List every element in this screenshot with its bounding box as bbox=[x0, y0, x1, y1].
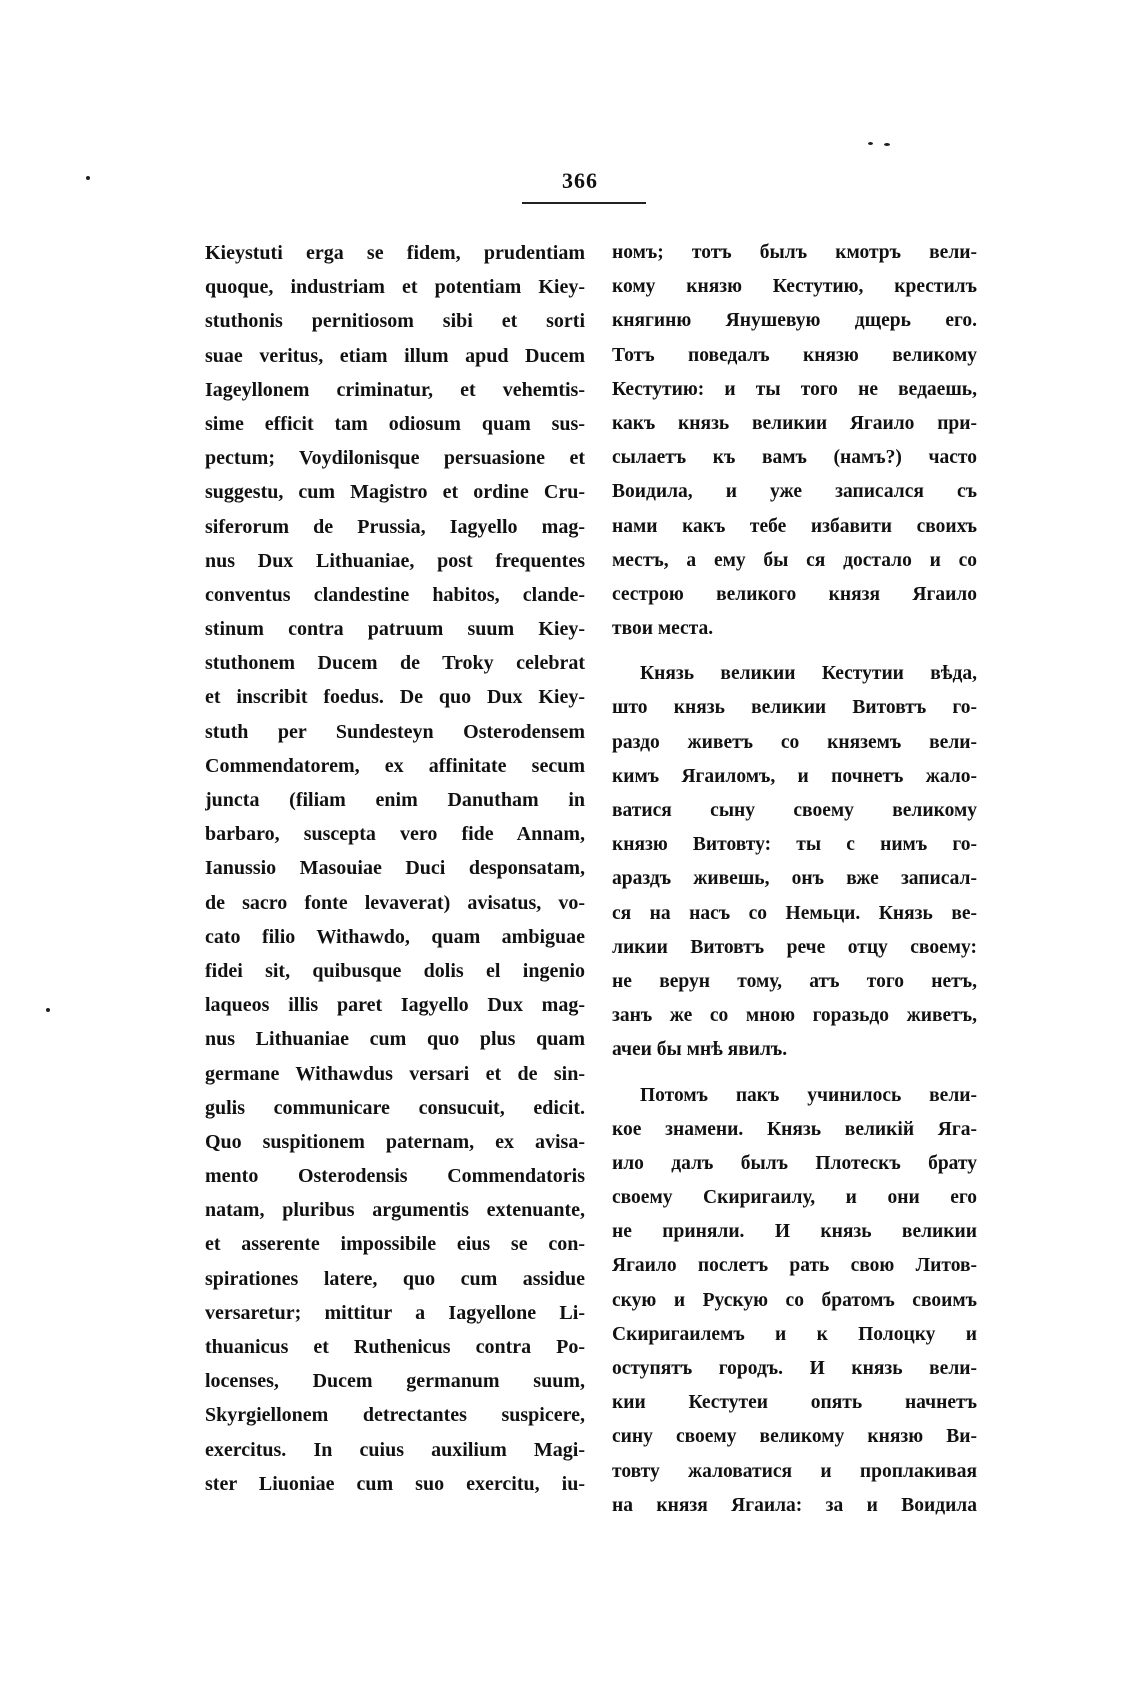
russian-line: ило далъ былъ Плотескъ брату bbox=[612, 1152, 977, 1174]
russian-line: номъ; тотъ былъ кмотръ вели- bbox=[612, 242, 977, 263]
russian-line: Воидила, и уже записался съ bbox=[612, 481, 977, 503]
russian-line: скую и Рускую со братомъ своимъ bbox=[612, 1289, 977, 1311]
latin-line: thuanicus et Ruthenicus contra Po- bbox=[205, 1336, 585, 1358]
latin-line: germane Withawdus versari et de sin- bbox=[205, 1062, 585, 1085]
page-number-rule bbox=[522, 202, 646, 204]
page-number: 366 bbox=[562, 168, 598, 193]
latin-line: suae veritus, etiam illum apud Ducem bbox=[205, 344, 585, 367]
latin-line: cato filio Withawdo, quam ambiguae bbox=[205, 925, 585, 948]
russian-column bbox=[612, 236, 977, 1523]
latin-line: locenses, Ducem germanum suum, bbox=[205, 1370, 585, 1393]
russian-line: товту жаловатися и проплакивая bbox=[612, 1460, 977, 1482]
russian-line: ватися сыну своему великому bbox=[612, 800, 977, 821]
russian-paragraph-2 bbox=[612, 657, 977, 1067]
scan-speck bbox=[46, 1008, 50, 1012]
russian-line: на князя Ягаила: за и Воидила bbox=[612, 1494, 977, 1516]
latin-line: laqueos illis paret Iagyello Dux mag- bbox=[205, 994, 585, 1017]
russian-line: князю Витовту: ты с нимъ го- bbox=[612, 834, 977, 856]
russian-line: сылаетъ къ вамъ (намъ?) часто bbox=[612, 447, 977, 469]
russian-line: оступятъ городъ. И князь вели- bbox=[612, 1358, 977, 1379]
latin-line: quoque, industriam et potentiam Kiey- bbox=[205, 276, 585, 299]
russian-line: княгиню Янушевую дщерь его. bbox=[612, 310, 977, 332]
russian-line: не приняли. И князь великии bbox=[612, 1221, 977, 1243]
russian-line: кое знамени. Князь великій Яга- bbox=[612, 1118, 977, 1140]
paragraph-gap bbox=[612, 1068, 977, 1079]
latin-line: siferorum de Prussia, Iagyello mag- bbox=[205, 515, 585, 538]
russian-paragraph-1 bbox=[612, 236, 977, 646]
latin-line: Skyrgiellonem detrectantes suspicere, bbox=[205, 1404, 585, 1427]
latin-line: juncta (filiam enim Danutham in bbox=[205, 789, 585, 811]
latin-line: de sacro fonte levaverat) avisatus, vo- bbox=[205, 891, 585, 914]
latin-line: et inscribit foedus. De quo Dux Kiey- bbox=[205, 686, 585, 709]
latin-line: pectum; Voydilonisque persuasione et bbox=[205, 447, 585, 470]
paragraph-gap bbox=[612, 646, 977, 657]
russian-line: Скиригаилемъ и к Полоцку и bbox=[612, 1323, 977, 1345]
latin-line: barbaro, suscepta vero fide Annam, bbox=[205, 823, 585, 846]
russian-line: што князь великии Витовтъ го- bbox=[612, 697, 977, 719]
latin-line: ster Liuoniae cum suo exercitu, iu- bbox=[205, 1472, 585, 1495]
russian-line: какъ князь великии Ягаило при- bbox=[612, 412, 977, 434]
latin-line: natam, pluribus argumentis extenuante, bbox=[205, 1199, 585, 1222]
latin-line: versaretur; mittitur a Iagyellone Li- bbox=[205, 1301, 585, 1324]
latin-line: stuthonem Ducem de Troky celebrat bbox=[205, 652, 585, 675]
russian-line: кии Кестутеи опять начнетъ bbox=[612, 1392, 977, 1414]
russian-line: ликии Витовтъ рече отцу своему: bbox=[612, 936, 977, 958]
russian-line: твои места. bbox=[612, 618, 714, 640]
russian-line: не верун тому, атъ того нетъ, bbox=[612, 970, 977, 992]
latin-line: stuthonis pernitiosom sibi et sorti bbox=[205, 310, 585, 333]
scan-speck bbox=[86, 176, 90, 180]
russian-line: сестрою великого князя Ягаило bbox=[612, 583, 977, 605]
latin-line: et asserente impossibile eius se con- bbox=[205, 1233, 585, 1256]
russian-paragraph-3 bbox=[612, 1079, 977, 1523]
russian-line: ачеи бы мнѣ явилъ. bbox=[612, 1039, 788, 1061]
latin-line: suggestu, cum Magistro et ordine Cru- bbox=[205, 481, 585, 504]
latin-line: spirationes latere, quo cum assidue bbox=[205, 1267, 585, 1290]
latin-line: Kieystuti erga se fidem, prudentiam bbox=[205, 242, 585, 264]
russian-line: Князь великии Кестутии вѣда, bbox=[640, 663, 977, 685]
russian-line: сину своему великому князю Ви- bbox=[612, 1426, 977, 1448]
russian-line: своему Скиригаилу, и они его bbox=[612, 1187, 977, 1209]
latin-line: exercitus. In cuius auxilium Magi- bbox=[205, 1438, 585, 1461]
latin-line: nus Dux Lithuaniae, post frequentes bbox=[205, 549, 585, 572]
russian-line: раздо живетъ со княземъ вели- bbox=[612, 731, 977, 753]
latin-line: Quo suspitionem paternam, ex avisa- bbox=[205, 1130, 585, 1153]
russian-line: нами какъ тебе избавити своихъ bbox=[612, 515, 977, 537]
latin-line: Commendatorem, ex affinitate secum bbox=[205, 754, 585, 777]
latin-line: conventus clandestine habitos, clande- bbox=[205, 583, 585, 606]
russian-line: Тотъ поведалъ князю великому bbox=[612, 344, 977, 366]
russian-line: кому князю Кестутию, крестилъ bbox=[612, 276, 977, 298]
latin-column bbox=[205, 236, 585, 1501]
latin-line: nus Lithuaniae cum quo plus quam bbox=[205, 1028, 585, 1051]
scan-speck bbox=[884, 143, 890, 146]
scan-speck bbox=[868, 142, 873, 145]
latin-line: sime efficit tam odiosum quam sus- bbox=[205, 412, 585, 435]
latin-line: stinum contra patruum suum Kiey- bbox=[205, 618, 585, 641]
latin-line: fidei sit, quibusque dolis el ingenio bbox=[205, 959, 585, 982]
latin-line: gulis communicare consucuit, edicit. bbox=[205, 1096, 585, 1119]
russian-line: Потомъ пакъ учинилось вели- bbox=[640, 1084, 977, 1106]
russian-line: занъ же со мною горазьдо живетъ, bbox=[612, 1005, 977, 1027]
russian-line: ся на насъ со Немьци. Князь ве- bbox=[612, 902, 977, 924]
latin-line: Ianussio Masouiae Duci desponsatam, bbox=[205, 857, 585, 880]
latin-line: Iageyllonem criminatur, et vehemtis- bbox=[205, 378, 585, 401]
russian-line: Кестутию: и ты того не ведаешь, bbox=[612, 378, 977, 400]
russian-line: араздъ живешь, онъ вже записал- bbox=[612, 868, 977, 890]
russian-line: Ягаило послетъ рать свою Литов- bbox=[612, 1255, 977, 1277]
russian-line: местъ, а ему бы ся достало и со bbox=[612, 549, 977, 571]
russian-line: кимъ Ягаиломъ, и почнетъ жало- bbox=[612, 765, 977, 787]
latin-line: mento Osterodensis Commendatoris bbox=[205, 1165, 585, 1188]
latin-line: stuth per Sundesteyn Osterodensem bbox=[205, 720, 585, 743]
